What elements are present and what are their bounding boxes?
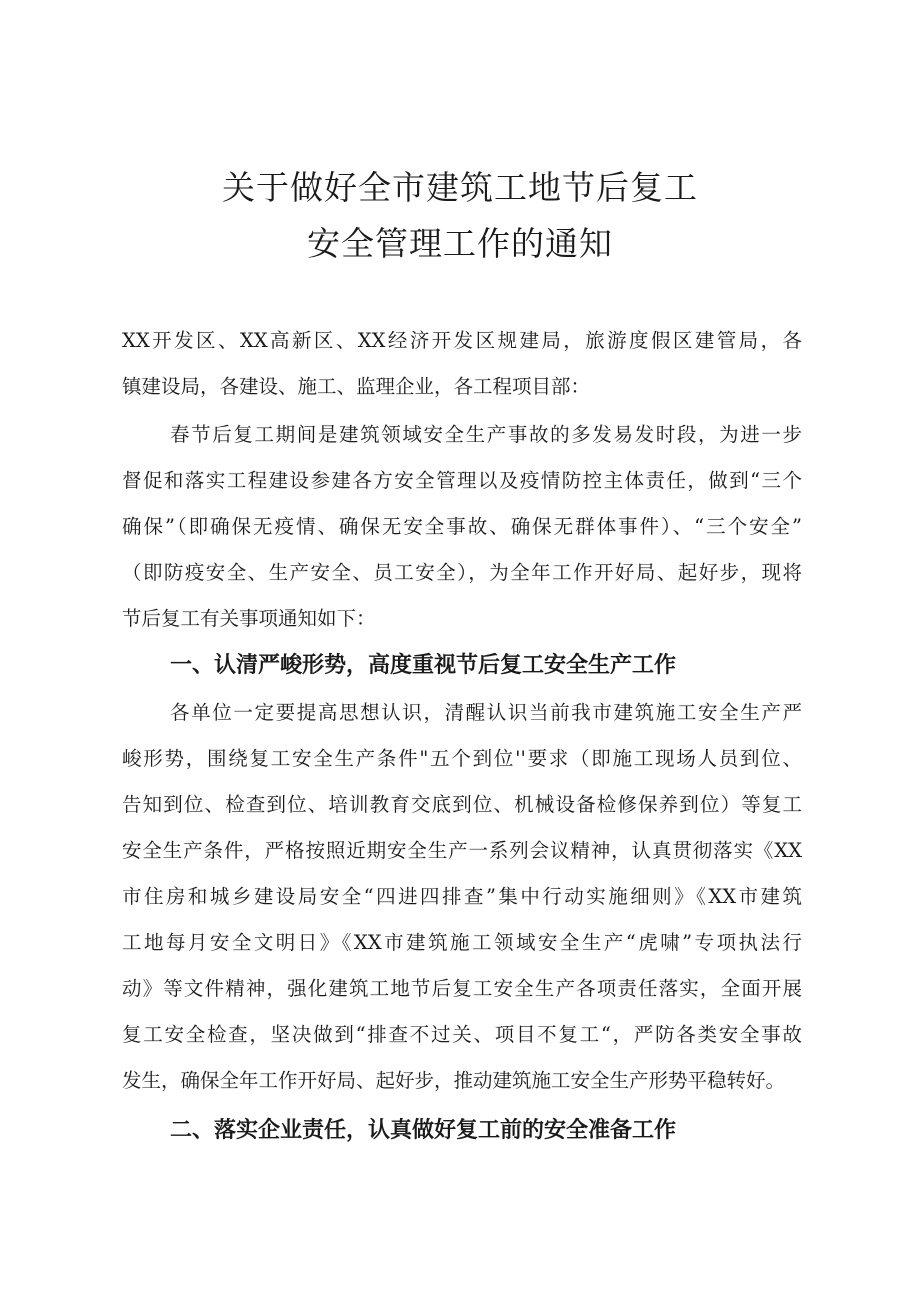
intro-line: 确保”（即确保无疫情、确保无安全事故、确保无群体事件）、“三个安全” bbox=[122, 515, 802, 538]
addressee-line: 镇建设局，各建设、施工、监理企业，各工程项目部： bbox=[122, 375, 591, 398]
intro-line: 春节后复工期间是建筑领域安全生产事故的多发易发时段，为进一步 bbox=[170, 423, 802, 446]
intro-line: 督促和落实工程建设参建各方安全管理以及疫情防控主体责任，做到“三个 bbox=[122, 469, 802, 492]
section-1-line: 安全生产条件，严格按照近期安全生产一系列会议精神，认真贯彻落实《XX bbox=[122, 839, 802, 862]
intro-line: （即防疫安全、生产安全、员工安全），为全年工作开好局、起好步，现将 bbox=[122, 561, 802, 584]
section-1-line: 市住房和城乡建设局安全“四进四排查”集中行动实施细则》《XX市建筑 bbox=[122, 885, 802, 908]
section-1-line: 告知到位、检查到位、培训教育交底到位、机械设备检修保养到位）等复工 bbox=[122, 793, 802, 816]
section-2-heading: 二、落实企业责任，认真做好复工前的安全准备工作 bbox=[170, 1118, 677, 1143]
section-1-line: 工地每月安全文明日》《XX市建筑施工领域安全生产“虎啸”专项执法行 bbox=[122, 931, 802, 954]
section-1-line: 发生，确保全年工作开好局、起好步，推动建筑施工安全生产形势平稳转好。 bbox=[122, 1069, 786, 1092]
section-1-line: 各单位一定要提高思想认识，清醒认识当前我市建筑施工安全生产严 bbox=[170, 701, 802, 724]
section-1-line: 动》等文件精神，强化建筑工地节后复工安全生产各项责任落实，全面开展 bbox=[122, 977, 802, 1000]
addressee-line: XX开发区、XX高新区、XX经济开发区规建局，旅游度假区建管局，各 bbox=[122, 329, 802, 352]
section-1-heading: 一、认清严峻形势，高度重视节后复工安全生产工作 bbox=[170, 653, 677, 678]
document-title-line-2: 安全管理工作的通知 bbox=[307, 224, 613, 263]
section-1-line: 复工安全检查，坚决做到“排查不过关、项目不复工“，严防各类安全事故 bbox=[122, 1023, 802, 1046]
intro-line: 节后复工有关事项通知如下： bbox=[122, 607, 376, 630]
section-1-line: 峻形势，围绕复工安全生产条件"五个到位''要求（即施工现场人员到位、 bbox=[122, 747, 802, 770]
document-title-line-1: 关于做好全市建筑工地节后复工 bbox=[222, 168, 698, 207]
